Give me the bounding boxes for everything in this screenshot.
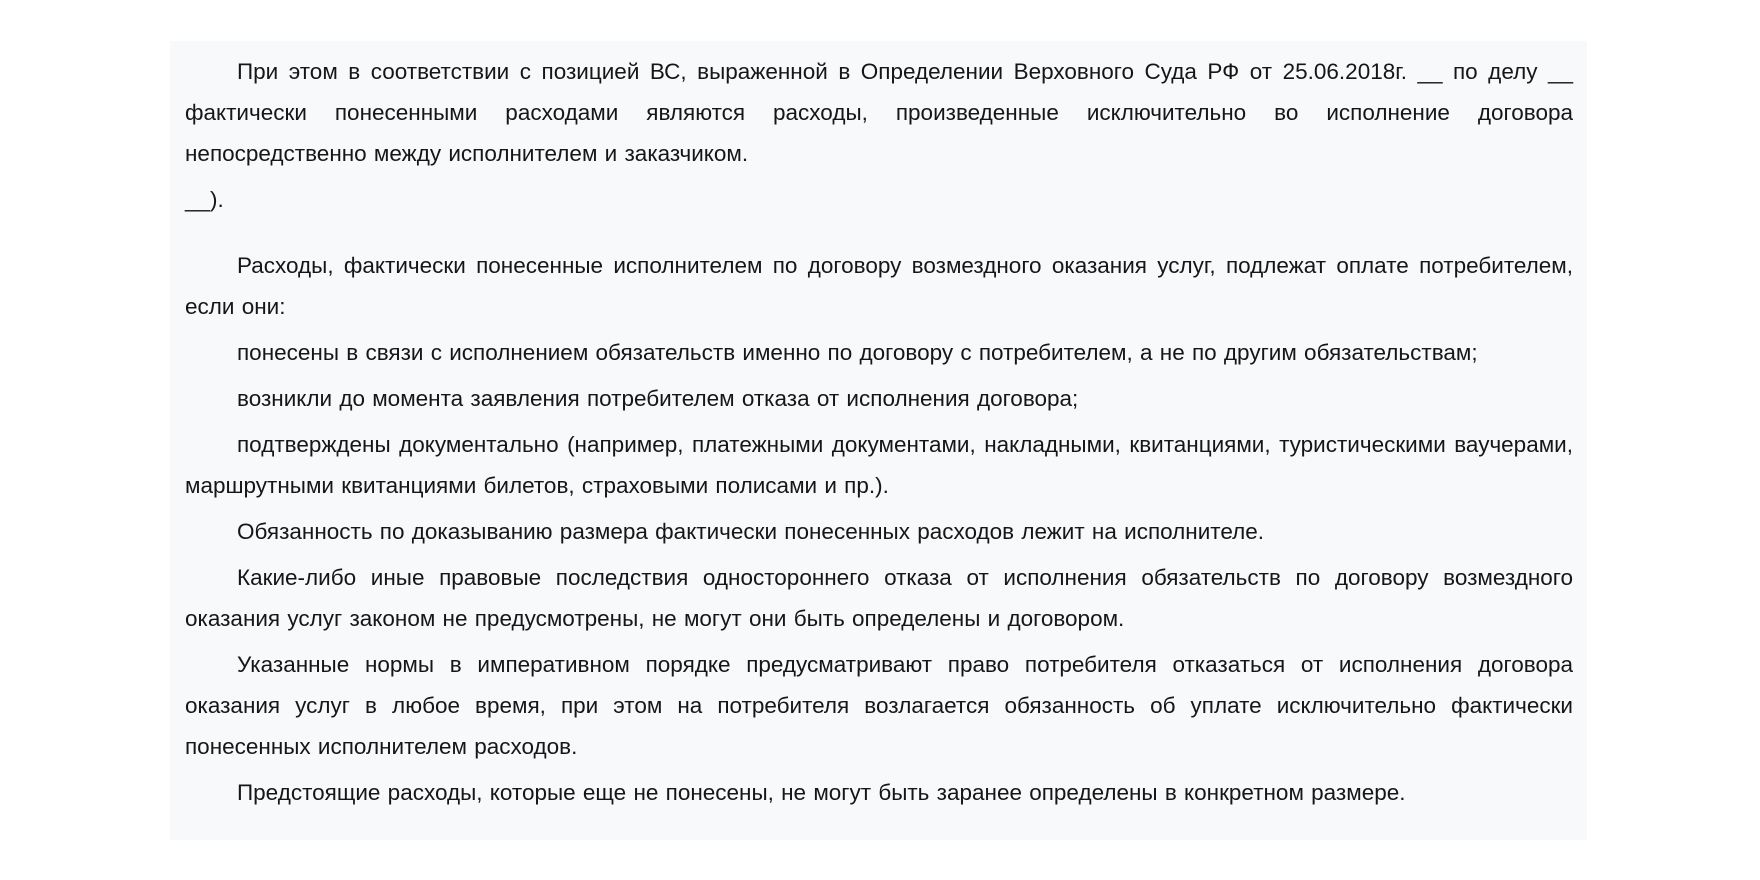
document-body — [185, 51, 1573, 813]
paragraph: подтверждены документально (например, платежными документами, накладными, квитанциями, туристическими ваучерами, маршрутными квитанциями билетов, страховыми полисами и пр.). — [185, 432, 1573, 498]
paragraph: Указанные нормы в императивном порядке предусматривают право потребителя отказаться от исполнения договора оказания услуг в любое время, при этом на потребителя возлагается обязанность об уплате исключительно фактически понесенных исполнителем расходов. — [185, 652, 1573, 759]
paragraph: __). — [185, 187, 224, 212]
paragraph: Предстоящие расходы, которые еще не понесены, не могут быть заранее определены в конкретном размере. — [237, 780, 1406, 805]
paragraph: Расходы, фактически понесенные исполнителем по договору возмездного оказания услуг, подлежат оплате потребителем, если они: — [185, 253, 1573, 319]
document-sheet — [170, 41, 1587, 840]
paragraph-spacer — [185, 225, 1573, 245]
paragraph: возникли до момента заявления потребителем отказа от исполнения договора; — [237, 386, 1079, 411]
paragraph: Какие-либо иные правовые последствия одностороннего отказа от исполнения обязательств по договору возмездного оказания услуг законом не предусмотрены, не могут они быть определены и договором. — [185, 565, 1573, 631]
paragraph: При этом в соответствии с позицией ВС, выраженной в Определении Верховного Суда РФ от 25.06.2018г. __ по делу __ фактически понесенными расходами являются расходы, произведенные исключительно во исполнение договора непосредственно между исполнителем и заказчиком. — [185, 59, 1573, 166]
paragraph: Обязанность по доказыванию размера фактически понесенных расходов лежит на исполнителе. — [237, 519, 1264, 544]
paragraph: понесены в связи с исполнением обязательств именно по договору с потребителем, а не по другим обязательствам; — [237, 340, 1478, 365]
